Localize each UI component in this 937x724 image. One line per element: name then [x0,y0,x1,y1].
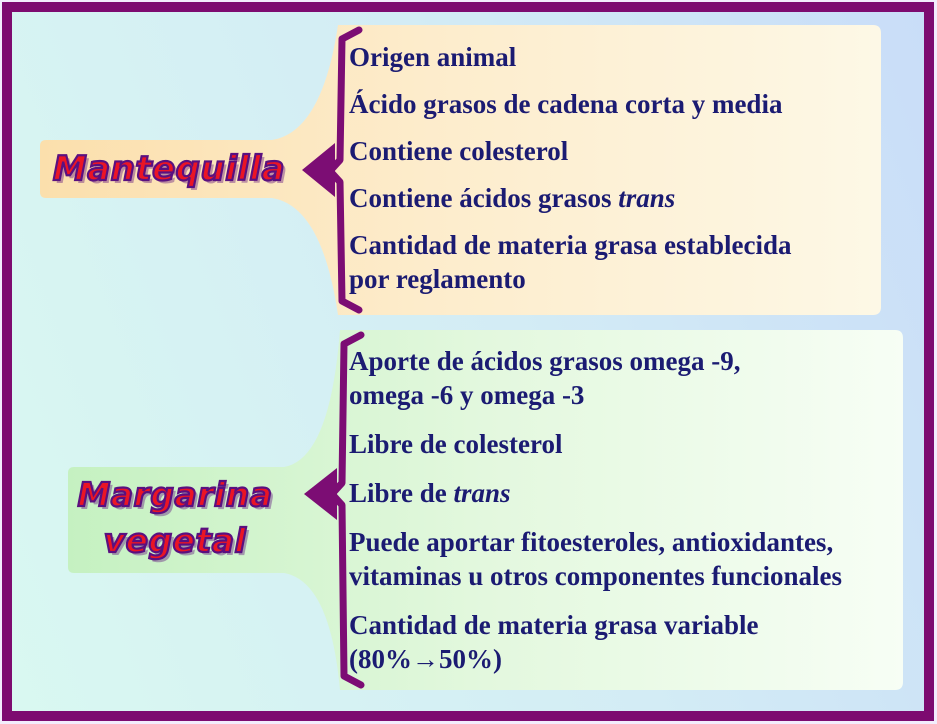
fact-item: Origen animal [349,42,517,72]
fact-item: Ácido grasos de cadena corta y media [349,89,783,119]
fact-item: Cantidad de materia grasa variable (80%→50%) [349,610,759,674]
fact-item: Aporte de ácidos grasos omega -9, omega -6 y omega -3 [349,346,741,410]
fact-item: Contiene ácidos grasos trans [349,183,676,213]
margarine-label-line1: Margarina [77,475,273,514]
margarine-label [62,466,288,574]
butter-label-text: Mantequilla [52,149,286,189]
margarine-facts [349,344,901,676]
butter-label [36,140,302,198]
fact-item: Puede aportar fitoesteroles, antioxidantes, vitaminas u otros componentes funcionales [349,527,843,591]
margarine-label-line2: vegetal [103,521,247,560]
fact-item: Contiene colesterol [349,136,569,166]
fact-item: Cantidad de materia grasa establecida por reglamento [349,230,792,294]
fact-item: Libre de trans [349,478,511,508]
fact-item: Libre de colesterol [349,429,563,459]
butter-facts [349,40,877,296]
